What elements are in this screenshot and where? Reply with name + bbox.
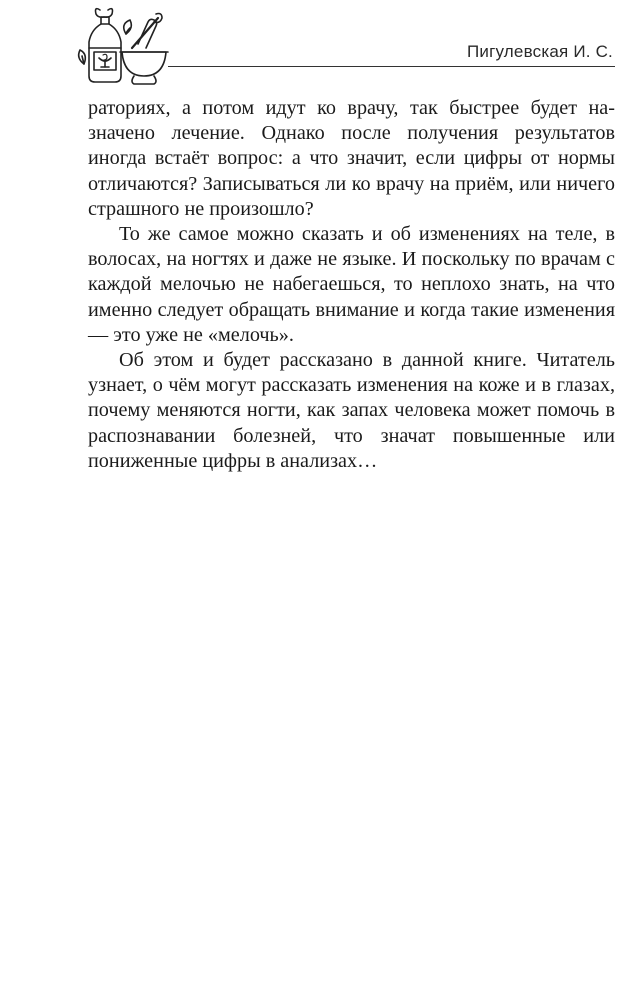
paragraph: раториях, а потом идут ко врачу, так быстрее будет назначено лечение. Однако после получения результатов иногда встаёт вопрос: а что значит, если цифры от нормы отличаются? Записываться ли ко врачу на приём, или ничего страшного не произошло? [88, 97, 615, 220]
paragraph: То же самое можно сказать и об изменениях на теле, в волосах, на ногтях и даже не языке. И поскольку по врачам с каждой мелочью не набегаешься, то неплохо знать, на что именно следует обращать внимание и когда такие изменения — это уже не «мелочь». [88, 223, 615, 346]
running-head-author: Пигулевская И. С. [466, 42, 613, 61]
page-header [0, 0, 635, 90]
header-rule [168, 66, 615, 67]
pharmacy-emblem-icon [70, 4, 170, 88]
body-text [88, 96, 615, 474]
paragraph: Об этом и будет рассказано в данной книге. Читатель узнает, о чём могут рассказать изменения на коже и в глазах, почему меняются ногти, как запах человека может помочь в распознавании болезней, что значат повышенные или пониженные цифры в анализах… [88, 349, 615, 472]
